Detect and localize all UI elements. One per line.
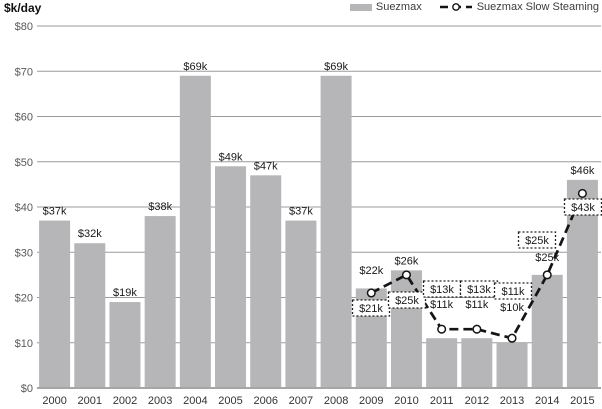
bar-2002 (109, 302, 140, 388)
y-tick-label: $20 (14, 292, 33, 305)
bar-label-2007: $37k (288, 205, 313, 218)
legend-label-suezmax: Suezmax (375, 1, 422, 13)
bar-label-2009: $22k (359, 265, 384, 277)
line-label-2014: $25k (525, 235, 549, 247)
bar-2013 (497, 343, 528, 388)
bar-label-2004: $69k (183, 60, 208, 73)
bar-2001 (74, 243, 105, 388)
line-marker-2013 (508, 334, 516, 342)
bar-2003 (145, 216, 176, 388)
bar-2000 (39, 221, 70, 388)
x-tick-label: 2003 (147, 395, 173, 407)
x-tick-label: 2002 (112, 395, 138, 407)
x-tick-label: 2000 (42, 395, 67, 407)
bar-label-2013: $10k (500, 302, 524, 314)
line-label-2012: $13k (467, 284, 491, 296)
y-axis-unit-title: $k/day (4, 1, 42, 15)
bar-label-2010: $26k (394, 255, 419, 268)
bar-2012 (461, 338, 492, 388)
line-label-2015: $43k (571, 202, 595, 214)
bar-label-2015: $46k (570, 164, 595, 177)
bar-label-2008: $69k (324, 60, 349, 73)
bar-swatch-icon (350, 4, 372, 11)
bar-label-2005: $49k (218, 151, 243, 164)
chart-legend (350, 1, 599, 13)
line-marker-2009 (367, 289, 375, 297)
y-tick-label: $10 (14, 337, 33, 350)
bar-2005 (215, 166, 246, 388)
line-marker-2011 (438, 325, 446, 333)
line-marker-2014 (543, 271, 551, 279)
x-tick-label: 2004 (183, 395, 208, 407)
line-label-2010: $25k (395, 295, 419, 307)
x-tick-label: 2006 (253, 395, 278, 407)
x-tick-label: 2010 (394, 395, 419, 407)
line-label-2013: $11k (501, 286, 525, 298)
bar-2008 (321, 76, 352, 388)
bar-2010 (391, 270, 422, 388)
bar-label-2002: $19k (113, 287, 137, 300)
y-tick-label: $40 (14, 202, 33, 214)
legend-label-slow-steaming: Suezmax Slow Steaming (476, 1, 599, 13)
x-tick-label: 2014 (534, 395, 560, 407)
bar-2004 (180, 76, 211, 388)
x-tick-label: 2011 (429, 395, 454, 407)
x-tick-label: 2012 (464, 395, 490, 407)
y-tick-label: $80 (14, 21, 33, 33)
bar-label-2000: $37k (42, 205, 67, 218)
legend-item-suezmax (350, 1, 422, 13)
y-tick-label: $60 (14, 111, 33, 124)
line-marker-2010 (403, 271, 411, 279)
x-tick-label: 2007 (288, 395, 314, 407)
line-marker-2012 (473, 325, 481, 333)
line-label-2011: $13k (430, 284, 454, 296)
bar-label-2001: $32k (77, 228, 102, 241)
y-tick-label: $0 (20, 383, 33, 395)
bar-2007 (285, 221, 316, 388)
bar-label-2006: $47k (253, 160, 278, 173)
bar-label-2012: $11k (465, 299, 489, 311)
x-tick-label: 2015 (570, 395, 595, 407)
x-tick-label: 2005 (218, 395, 243, 407)
bar-label-2011: $11k (430, 299, 454, 311)
y-tick-label: $70 (14, 66, 33, 79)
bar-2006 (250, 175, 281, 388)
x-tick-label: 2001 (77, 395, 103, 407)
dashed-line-marker-icon (439, 2, 473, 12)
x-tick-label: 2009 (359, 395, 384, 407)
line-marker-2015 (579, 190, 587, 198)
y-tick-label: $30 (14, 247, 33, 260)
bar-label-2003: $38k (148, 201, 173, 214)
line-label-2009: $21k (359, 303, 383, 315)
x-tick-label: 2008 (323, 395, 349, 407)
legend-item-slow-steaming (439, 1, 599, 13)
bar-label-2014: $25k (535, 252, 560, 264)
x-tick-label: 2013 (499, 395, 525, 407)
bar-2011 (426, 338, 457, 388)
y-tick-label: $50 (14, 156, 33, 169)
